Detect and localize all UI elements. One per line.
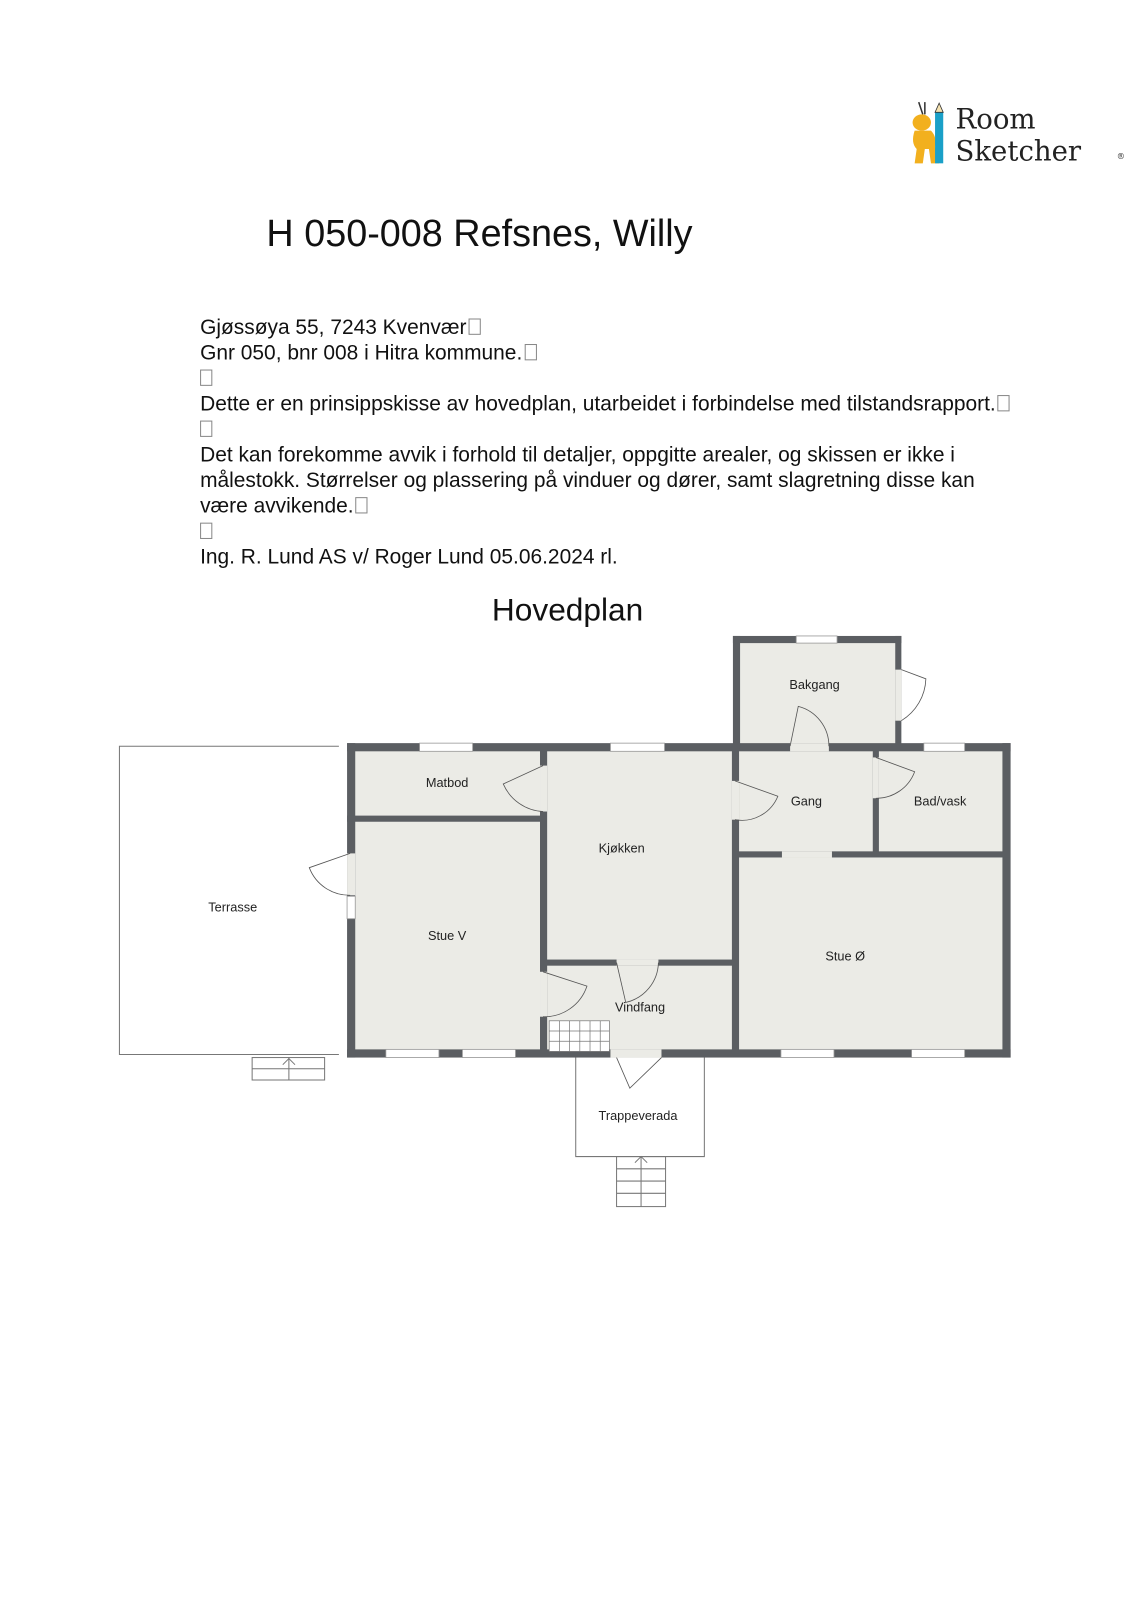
description-line: Dette er en prinsippskisse av hovedplan, utarbeidet i forbindelse med tilstandsrapport.: [200, 391, 1098, 417]
room-label-kjokken: Kjøkken: [598, 840, 645, 856]
room-label-bakgang: Bakgang: [789, 677, 840, 693]
description-line: målestokk. Størrelser og plassering på vinduer og dører, samt slagretning disse kan: [200, 468, 975, 493]
plan-title: Hovedplan: [491, 592, 644, 628]
room-label-matbod: Matbod: [425, 775, 469, 791]
registered-mark: ®: [1116, 152, 1125, 162]
room-label-gang: Gang: [790, 793, 823, 809]
room-label-vindfang: Vindfang: [614, 999, 666, 1015]
interior-stairs: [549, 1021, 609, 1052]
logo-line2: Sketcher: [955, 135, 1082, 168]
document-title: H 050-008 Refsnes, Willy: [266, 212, 693, 255]
description-line: Ing. R. Lund AS v/ Roger Lund 05.06.2024 rl.: [200, 545, 618, 569]
description-line: Gnr 050, bnr 008 i Hitra kommune.: [200, 340, 1098, 366]
logo-line1: Room: [955, 104, 1036, 136]
description-line: Gjøssøya 55, 7243 Kvenvær: [200, 314, 1098, 340]
description-line: være avvikende.: [200, 493, 1098, 519]
room-label-badvask: Bad/vask: [913, 793, 967, 809]
room-floors: [351, 640, 1006, 1053]
room-label-terrasse: Terrasse: [208, 899, 258, 915]
room-label-trappeverada: Trappeverada: [598, 1107, 678, 1123]
room-label-stue-v: Stue V: [427, 928, 467, 944]
description-line: Det kan forekomme avvik i forhold til detaljer, oppgitte arealer, og skissen er ikke i: [200, 443, 955, 467]
room-label-stue-o: Stue Ø: [825, 948, 866, 964]
